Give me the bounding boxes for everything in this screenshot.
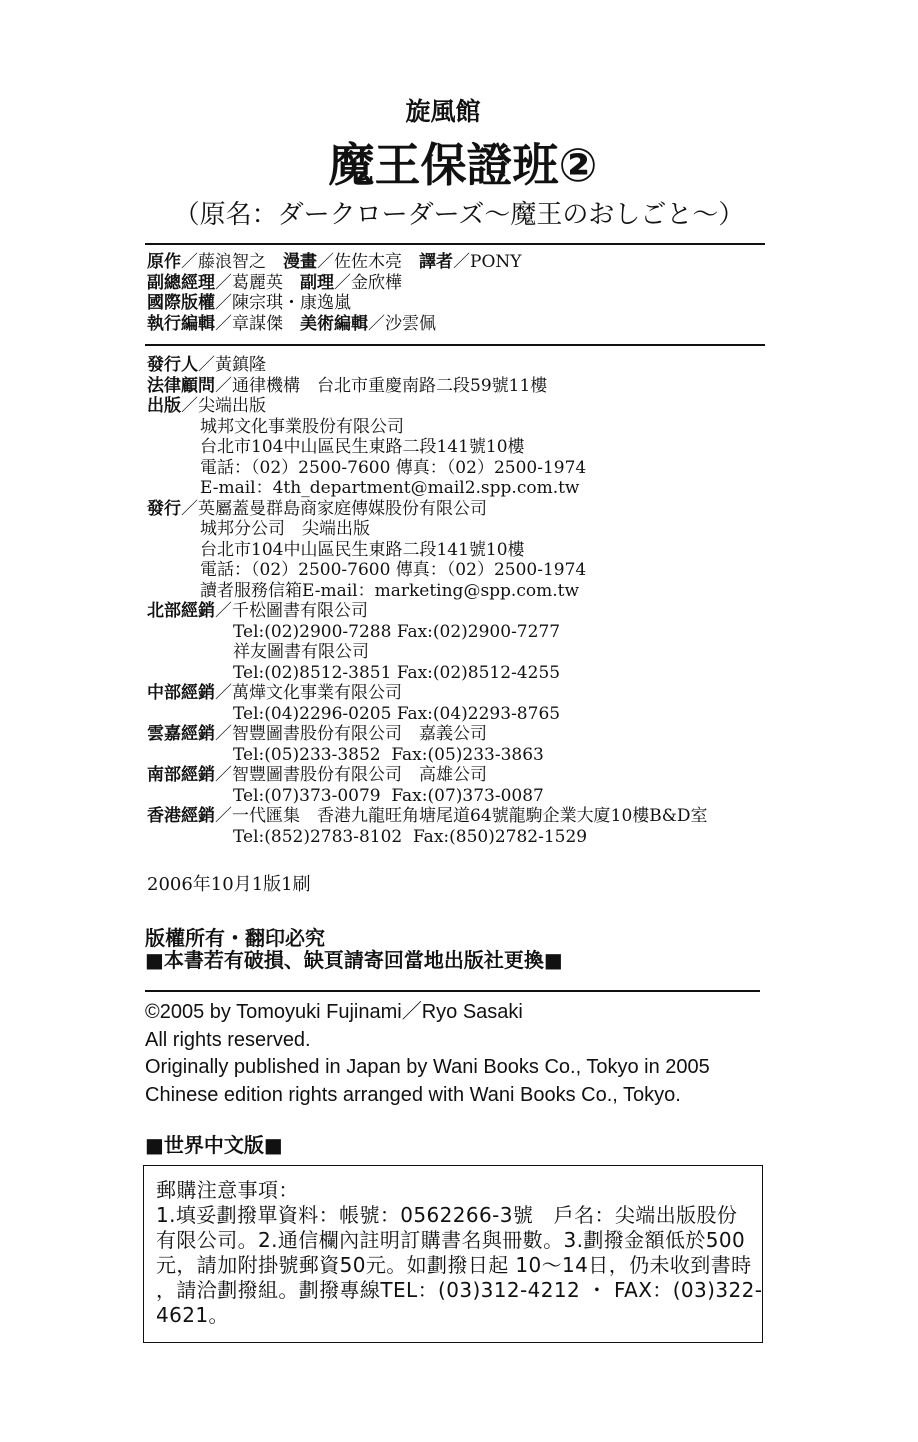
row-label: 中部經銷: [147, 683, 215, 703]
row-label: 雲嘉經銷: [147, 724, 215, 744]
row-value: ／通律機構 台北市重慶南路二段59號11樓: [215, 375, 548, 396]
credit-label: 美術編輯: [300, 313, 368, 334]
phone-line: [147, 560, 708, 581]
legal-row: [147, 376, 708, 397]
credit-original-author: [147, 252, 266, 273]
contact-text: Tel:(02)8512-3851 Fax:(02)8512-4255: [233, 662, 561, 683]
credit-intl-rights: [147, 293, 351, 314]
defect-replacement-text: ■本書若有破損、缺頁請寄回當地出版社更換■: [145, 948, 563, 972]
mail-order-line: 4621。: [156, 1303, 229, 1327]
row-label: 法律顧問: [147, 375, 215, 396]
contact-line: [147, 745, 708, 766]
phone-line: [147, 458, 708, 479]
credit-label: 副總經理: [147, 272, 215, 293]
credit-label: 副理: [300, 272, 334, 293]
contact-line: [147, 622, 708, 643]
row-label: 發行人: [147, 355, 198, 375]
credits-block: [147, 252, 521, 334]
row-value: ／黃鎮隆: [198, 355, 266, 375]
credit-label: 譯者: [419, 252, 453, 272]
row-label: 香港經銷: [147, 806, 215, 826]
contact-text: Tel:(02)2900-7288 Fax:(02)2900-7277: [233, 621, 561, 642]
credit-value: ／佐佐木亮: [317, 252, 402, 272]
distributor-central: [147, 683, 708, 704]
credit-value: ／金欣樺: [334, 272, 402, 293]
mail-order-line: 有限公司。2.通信欄內註明訂購書名與冊數。3.劃撥金額低於500: [156, 1228, 746, 1252]
english-line: ©2005 by Tomoyuki Fujinami／Ryo Sasaki: [145, 1001, 523, 1023]
print-date: 2006年10月1版1刷: [147, 874, 311, 895]
copyright-notice: [145, 927, 563, 971]
credit-value: ／葛麗英: [215, 272, 283, 293]
distributor-north: [147, 601, 708, 622]
credit-label: 原作: [147, 252, 181, 272]
email-line: [147, 581, 708, 602]
credit-label: 執行編輯: [147, 313, 215, 334]
contact-text: Tel:(07)373-0079 Fax:(07)373-0087: [233, 785, 544, 806]
contact-line: [147, 786, 708, 807]
credit-executive-editor: [147, 314, 283, 335]
address-text: 台北市104中山區民生東路二段141號10樓: [200, 437, 525, 457]
row-value: ／千松圖書有限公司: [215, 601, 368, 621]
credit-label: 漫畫: [283, 252, 317, 272]
row-label: 南部經銷: [147, 765, 215, 785]
contact-line: [147, 642, 708, 663]
row-value: ／一代匯集 香港九龍旺角塘尾道64號龍駒企業大廈10樓B&D室: [215, 806, 708, 826]
credit-assistant-manager: [300, 273, 402, 294]
contact-line: [147, 663, 708, 684]
email-text: 讀者服務信箱E-mail：marketing@spp.com.tw: [200, 580, 579, 601]
divider: [145, 344, 765, 346]
address-line: [147, 540, 708, 561]
imprint-row: [147, 396, 708, 417]
address-text: 城邦文化事業股份有限公司: [200, 416, 404, 437]
credit-label: 國際版權: [147, 293, 215, 314]
row-label: 出版: [147, 396, 181, 416]
row-value: ／英屬蓋曼群島商家庭傳媒股份有限公司: [181, 498, 487, 519]
credits-row: [147, 273, 521, 294]
credit-deputy-gm: [147, 273, 283, 294]
distributor-south: [147, 765, 708, 786]
credits-row: [147, 252, 521, 273]
row-value: ／智豐圖書股份有限公司 高雄公司: [215, 765, 487, 785]
row-value: ／尖端出版: [181, 396, 266, 416]
credit-art-editor: [300, 314, 436, 335]
copyright-text: 版權所有・翻印必究: [145, 926, 325, 950]
divider: [145, 243, 765, 245]
mail-order-box: [143, 1165, 763, 1343]
credit-value: ／陳宗琪・康逸嵐: [215, 293, 351, 314]
contact-text: 祥友圖書有限公司: [233, 642, 369, 662]
english-line: Originally published in Japan by Wani Books Co., Tokyo in 2005: [145, 1056, 710, 1079]
address-text: 城邦分公司 尖端出版: [200, 519, 370, 539]
credits-row: [147, 314, 521, 335]
credit-artist: [283, 252, 402, 273]
address-line: [147, 417, 708, 438]
mail-order-line: 1.填妥劃撥單資料：帳號：0562266-3號 戶名：尖端出版股份: [156, 1203, 738, 1227]
contact-line: [147, 704, 708, 725]
publishing-block: [147, 355, 708, 847]
imprint-name: 旋風館: [405, 97, 481, 126]
distributor-hongkong: [147, 806, 708, 827]
divider: [145, 990, 760, 992]
english-line: Chinese edition rights arranged with Wani Books Co., Tokyo.: [145, 1084, 681, 1107]
phone-text: 電話：（02）2500-7600 傳真：（02）2500-1974: [200, 457, 587, 478]
credit-value: ／藤浪智之: [181, 252, 266, 272]
english-line: All rights reserved.: [145, 1028, 311, 1051]
contact-text: Tel:(04)2296-0205 Fax:(04)2293-8765: [233, 703, 561, 724]
address-line: [147, 437, 708, 458]
mail-order-line: ，請洽劃撥組。劃撥專線TEL：(03)312-4212 ・ FAX：(03)322-: [156, 1278, 763, 1302]
row-value: ／智豐圖書股份有限公司 嘉義公司: [215, 724, 487, 744]
row-label: 北部經銷: [147, 601, 215, 621]
credit-value: ／PONY: [453, 252, 522, 272]
credit-value: ／沙雲佩: [368, 313, 436, 334]
credit-value: ／章謀傑: [215, 313, 283, 334]
email-line: [147, 478, 708, 499]
distributor-yunjia: [147, 724, 708, 745]
address-text: 台北市104中山區民生東路二段141號10樓: [200, 539, 525, 560]
distribution-row: [147, 499, 708, 520]
edition-label: ■世界中文版■: [145, 1133, 283, 1157]
mail-order-heading: 郵購注意事項：: [156, 1178, 299, 1202]
row-label: 發行: [147, 498, 181, 519]
contact-line: [147, 827, 708, 848]
mail-order-line: 元，請加附掛號郵資50元。如劃撥日起 10～14日，仍未收到書時: [156, 1253, 752, 1277]
phone-text: 電話：（02）2500-7600 傳真：（02）2500-1974: [200, 560, 587, 580]
row-value: ／萬燁文化事業有限公司: [215, 683, 402, 703]
contact-text: Tel:(05)233-3852 Fax:(05)233-3863: [233, 744, 544, 765]
publisher-row: [147, 355, 708, 376]
email-text: E-mail：4th_department@mail2.spp.com.tw: [200, 478, 580, 498]
original-title: （原名：ダークローダーズ～魔王のおしごと～）: [173, 200, 745, 230]
credits-row: [147, 293, 521, 314]
address-line: [147, 519, 708, 540]
credit-translator: [419, 252, 521, 273]
book-title: 魔王保證班②: [328, 138, 598, 192]
english-copyright-block: [145, 999, 710, 1110]
contact-text: Tel:(852)2783-8102 Fax:(850)2782-1529: [233, 826, 588, 847]
